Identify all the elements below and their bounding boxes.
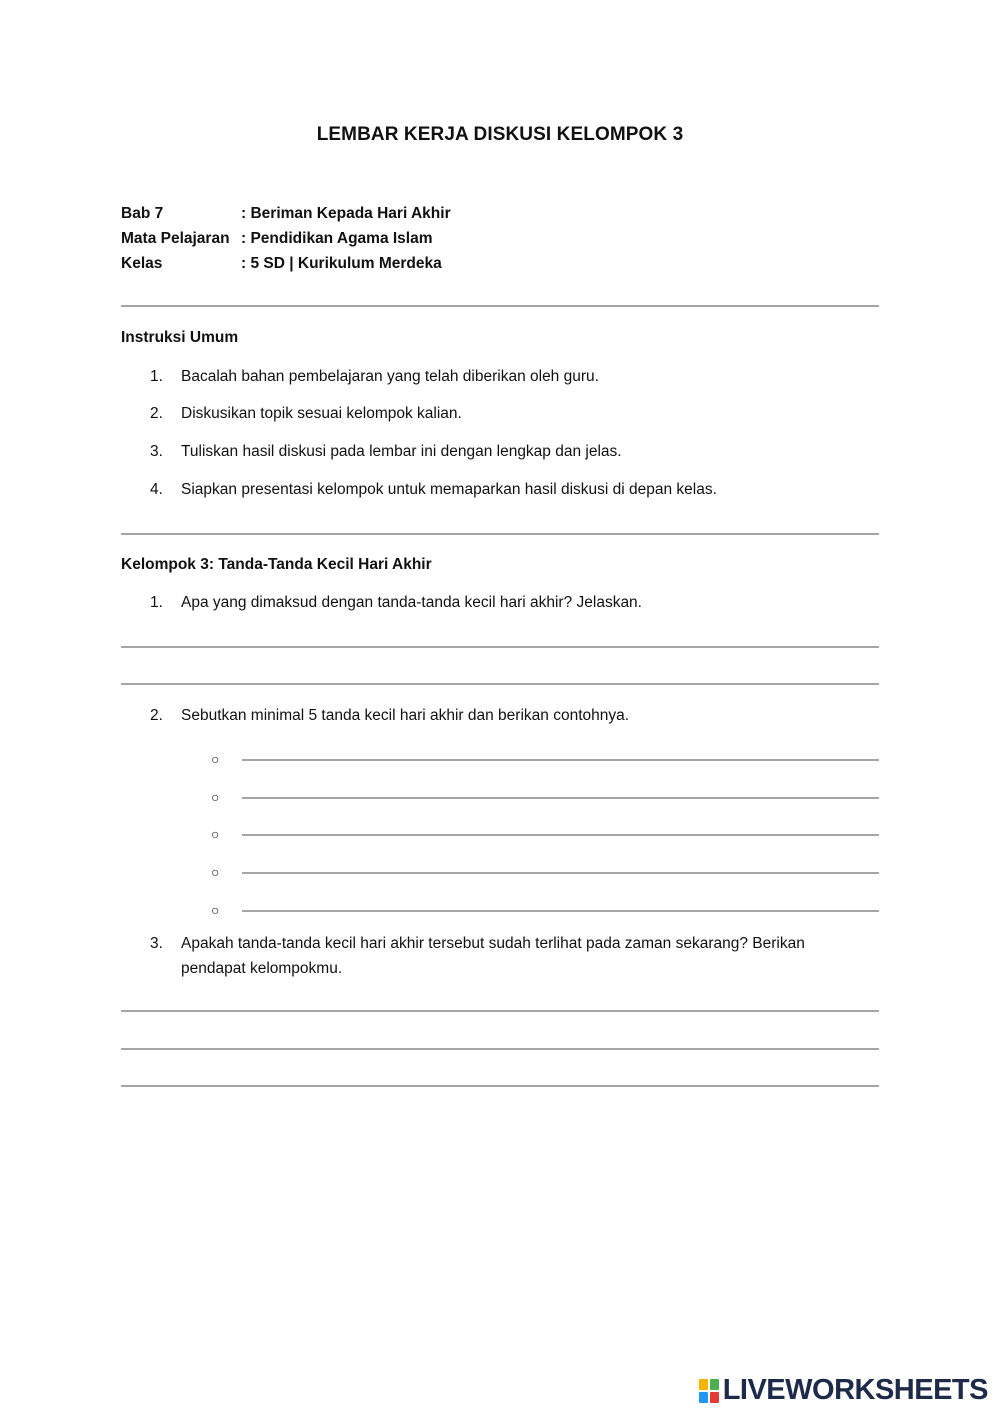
answer-line[interactable]: [242, 910, 879, 912]
bullet-icon: ○: [211, 864, 220, 880]
instruction-item: [150, 368, 880, 386]
item-number: 3.: [150, 443, 163, 460]
bullet-icon: ○: [211, 902, 220, 918]
liveworksheets-logo: [699, 1374, 988, 1407]
meta-label: Kelas: [121, 255, 163, 272]
question-number: 3.: [150, 935, 163, 952]
question-text: Sebutkan minimal 5 tanda kecil hari akhir dan berikan contohnya.: [181, 707, 630, 724]
logo-mark-e: [710, 1392, 719, 1403]
answer-line[interactable]: [121, 1048, 879, 1050]
divider: [121, 305, 879, 307]
bullet-icon: ○: [211, 751, 220, 767]
meta-row-subject: [121, 230, 433, 248]
item-number: 1.: [150, 368, 163, 385]
answer-line[interactable]: [242, 872, 879, 874]
question-number: 1.: [150, 594, 163, 611]
question-text: Apakah tanda-tanda kecil hari akhir tersebut sudah terlihat pada zaman sekarang? Berikan pendapat kelompokmu.: [181, 935, 805, 977]
question-number: 2.: [150, 707, 163, 724]
item-text: Tuliskan hasil diskusi pada lembar ini dengan lengkap dan jelas.: [181, 443, 622, 460]
meta-label: Bab 7: [121, 205, 164, 222]
group-heading: Kelompok 3: Tanda-Tanda Kecil Hari Akhir: [121, 556, 432, 573]
instruction-item: [150, 481, 880, 499]
meta-row-class: [121, 255, 442, 273]
question-2: [150, 707, 880, 725]
logo-mark-v: [699, 1392, 708, 1403]
meta-value: : 5 SD | Kurikulum Merdeka: [241, 255, 442, 272]
divider: [121, 533, 879, 535]
logo-text: LIVEWORKSHEETS: [722, 1374, 988, 1406]
meta-label: Mata Pelajaran: [121, 230, 230, 247]
instructions-heading: Instruksi Umum: [121, 329, 239, 346]
logo-mark-icon: [699, 1379, 719, 1403]
item-number: 4.: [150, 481, 163, 498]
item-text: Diskusikan topik sesuai kelompok kalian.: [181, 405, 462, 422]
question-3: [150, 931, 880, 981]
bullet-icon: ○: [211, 789, 220, 805]
answer-line[interactable]: [121, 1010, 879, 1012]
answer-line[interactable]: [121, 683, 879, 685]
bullet-icon: ○: [211, 826, 220, 842]
answer-line[interactable]: [242, 797, 879, 799]
logo-mark-i: [710, 1379, 719, 1390]
question-1: [150, 594, 880, 612]
item-number: 2.: [150, 405, 163, 422]
item-text: Bacalah bahan pembelajaran yang telah diberikan oleh guru.: [181, 368, 599, 385]
question-text: Apa yang dimaksud dengan tanda-tanda kecil hari akhir? Jelaskan.: [181, 594, 642, 611]
answer-line[interactable]: [121, 646, 879, 648]
item-text: Siapkan presentasi kelompok untuk memaparkan hasil diskusi di depan kelas.: [181, 481, 717, 498]
instruction-item: [150, 443, 880, 461]
instruction-item: [150, 405, 880, 423]
meta-value: : Pendidikan Agama Islam: [241, 230, 433, 247]
page-title: LEMBAR KERJA DISKUSI KELOMPOK 3: [316, 124, 684, 145]
meta-value: : Beriman Kepada Hari Akhir: [241, 205, 451, 222]
logo-mark-l: [699, 1379, 708, 1390]
answer-line[interactable]: [242, 759, 879, 761]
answer-line[interactable]: [242, 834, 879, 836]
meta-row-chapter: [121, 205, 451, 223]
answer-line[interactable]: [121, 1085, 879, 1087]
